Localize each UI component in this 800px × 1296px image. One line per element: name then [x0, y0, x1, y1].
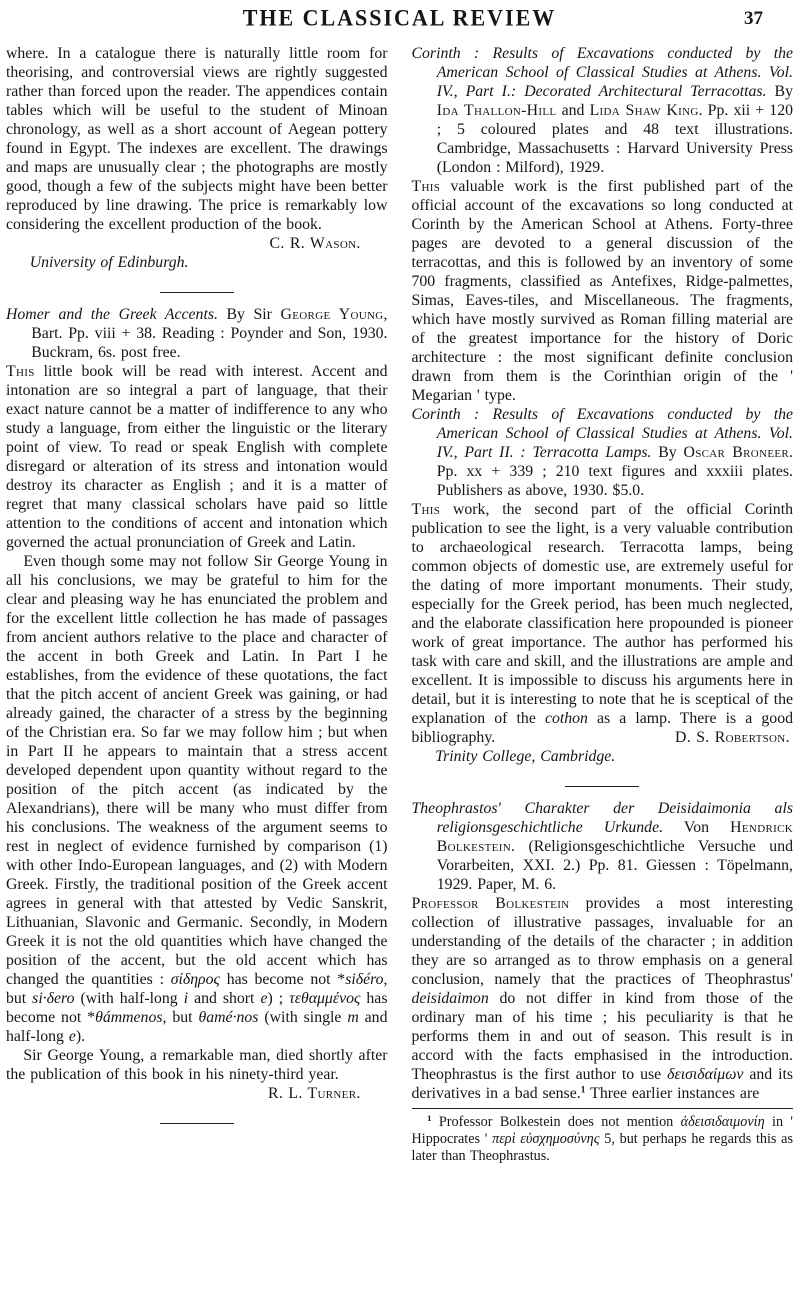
journal-running-title: THE CLASSICAL REVIEW [242, 4, 557, 31]
text-segment: R. L. Turner. [268, 1085, 361, 1102]
text-segment: Three earlier instances are [585, 1085, 760, 1102]
text-segment: in ' Hippocrates ' [411, 1114, 793, 1147]
page-header [6, 5, 793, 31]
left-column [6, 44, 388, 1165]
text-segment: σίδηρος [170, 971, 220, 988]
text-segment: Ida Thallon-Hill [436, 102, 557, 119]
text-segment: Corinth : Results of Excavations conducted by the American School of Classical Studies at Athens. Vol. IV., Part I.: Decorated Architectural Terracottas. [411, 45, 793, 100]
text-segment: , but [6, 971, 388, 1007]
corinth-part2-review-paragraph [412, 500, 794, 747]
text-segment: where. In a catalogue there is naturally little room for theorising, and controversial views are rightly suggested rather than forced upon the reader. The appendices contain tables which will be useful to the student of Minoan chronology, as well as a short account of Aegean pottery found in Egypt. The indexes are excellent. The drawings and maps are unusually clear ; the photographs are mostly good, though a few of the subjects might have been better reproduced by line drawing. The price is remarkably low considering the excellent production of the book. [6, 45, 388, 233]
reviewer-affiliation-robertson [412, 747, 794, 766]
text-segment: work, the second part of the official Corinth publication to see the light, is a very valuable contribution to archaeological research. Terracotta lamps, being common objects of domestic use, are extremely useful for the dating of more important monuments. Their study, especially for the Greek period, has been much neglected, and the elaborate classification here propounded is pioneer work of great importance. The author has performed his task with care and skill, and the illustrations are ample and excellent. It is impossible to discuss his arguments here in detail, but it is interesting to note that he is sceptical of the explanation of the [411, 501, 793, 727]
text-segment: 1 [580, 1084, 586, 1096]
text-segment: and short [188, 990, 261, 1007]
text-segment: i [183, 990, 189, 1007]
text-segment: and half-long [6, 1009, 388, 1045]
text-segment: (with single [258, 1009, 348, 1026]
text-segment: little book will be read with interest. Accent and intonation are so integral a part of language, that their exact nature cannot be a matter of indifference to any who study a language, from either the linguistic or the literary point of view. To read or speak English with complete disregard or alteration of its stress and intonation would destroy its character as English ; and it is a matter of regret that many classical scholars have paid so little attention to the conditions of accent and intonation which governed the actual pronunciation of Greek and Latin. [6, 363, 388, 551]
text-segment: has become not * [6, 990, 388, 1026]
page-number: 37 [744, 8, 763, 29]
divider-rule [565, 786, 639, 787]
text-segment: By [766, 83, 793, 100]
text-segment: θámmenos [95, 1009, 163, 1026]
section-divider [6, 289, 388, 293]
text-segment: , Bart. Pp. viii + 38. Reading : Poynder and Son, 1930. Buckram, 6s. post free. [31, 306, 388, 361]
text-segment: provides a most interesting collection of illustrative passages, invaluable for an understanding of the details of the character ; in addition they are so arranged as to throw emphasis on a general conclusion, namely that the practices of Theophrastus' [411, 895, 793, 988]
text-segment: Oscar Broneer [683, 444, 790, 461]
text-segment: m [347, 1009, 359, 1026]
text-segment: and its derivatives in a bad sense. [411, 1066, 794, 1102]
right-column [412, 44, 794, 1165]
text-segment: Homer and the Greek Accents. [6, 306, 218, 323]
two-column-text [6, 44, 793, 1165]
text-segment: δεισιδαίμων [667, 1066, 744, 1083]
section-divider [6, 1120, 388, 1124]
footnote-separator-rule [412, 1108, 794, 1109]
text-segment: D. S. Robertson. [675, 729, 790, 746]
footnote-text [412, 1114, 794, 1165]
text-segment: siδéro [345, 971, 384, 988]
review-continuation-paragraph [6, 44, 388, 234]
text-segment: cothon [544, 710, 588, 727]
book-heading-homer-accents [6, 305, 388, 362]
theophrastos-review-paragraph [412, 894, 794, 1103]
text-segment: Theophrastos' Charakter der Deisidaimonia als religionsgeschichtliche Urkunde. [411, 800, 793, 836]
text-segment: This [6, 363, 35, 380]
text-segment: , but [162, 1009, 199, 1026]
text-segment: 5, but perhaps he regards this as later than Theophrastus. [411, 1131, 794, 1164]
text-segment: valuable work is the first published part of the official account of the excavations so long conducted at Corinth by the American School at Athens. Forty-three pages are devoted to a general discussion of the terracottas, and this is followed by an inventory of some 700 fragments, classified as Antefixes, Ridge-palmettes, Simas, Eaves-tiles, and Miscellaneous. The fragments, which have mostly survived as Roman filling material are of the greatest importance for the history of Doric architecture : the most significant definite conclusion drawn from them is the Corinthian origin of the ' Megarian ' type. [411, 178, 793, 404]
text-segment: University of Edinburgh. [29, 254, 189, 271]
corinth-part1-review-paragraph [412, 177, 794, 405]
text-segment: Trinity College, Cambridge. [435, 748, 616, 765]
text-segment: By Sir [217, 306, 281, 323]
text-segment: Sir George Young, a remarkable man, died shortly after the publication of this book in his ninety-third year. [6, 1047, 388, 1083]
text-segment: (with half-long [74, 990, 184, 1007]
text-segment: Professor Bolkestein [411, 895, 570, 912]
text-segment: si·δero [32, 990, 75, 1007]
homer-review-paragraph-1 [6, 362, 388, 552]
text-segment: Corinth : Results of Excavations conducted by the American School of Classical Studies at Athens. Vol. IV., Part II. : Terracotta Lamps. [411, 406, 793, 461]
text-segment: Even though some may not follow Sir George Young in all his conclusions, we may be grateful to him for the clear and pleasing way he has enunciated the problem and for the excellent little collection he has made of passages from ancient authors relative to the place and character of the accent in both Greek and Latin. In Part I he establishes, from the evidence of these quotations, the fact that the pitch accent of ancient Greek was gaining, or had already gained, the character of a stress by the beginning of the Christian era. So far we may follow him ; but when in Part II he appears to maintain that a stress accent developed dependent upon quantity without regard to the position of the pitch accent (as indicated by the Alexandrians), there will be many who must differ from his conclusions. The weakness of the argument seems to rest in neglect of evidence furnished by comparison (1) with other Indo-European languages, and (2) with Modern Greek. Firstly, the traditional position of the Greek accent agrees in general with that attested by Vedic Sanskrit, Lithuanian, Slavonic and Germanic. Secondly, in Modern Greek it is not the old quantities which have changed the position of the accent, but the old accent which has changed the quantities : [6, 553, 388, 988]
reviewer-signature-turner [6, 1084, 388, 1103]
section-divider [412, 783, 794, 787]
reviewer-signature-wason [6, 234, 388, 253]
divider-rule [160, 1123, 234, 1124]
text-segment: ). [75, 1028, 86, 1045]
book-heading-corinth-part2 [412, 405, 794, 500]
text-segment: Lida Shaw King [589, 102, 699, 119]
text-segment: as a lamp. There is a good bibliography. [411, 710, 793, 746]
text-segment: This [411, 501, 441, 518]
reviewer-affiliation-wason [6, 253, 388, 272]
text-segment: do not differ in kind from those of the ordinary man of his time ; his peculiarity is that he performs them in and out of season. This result is in accord with the facts emphasised in the introduction. Theophrastus is the first author to use [411, 990, 793, 1083]
text-segment: τεθαμμένος [289, 990, 361, 1007]
text-segment: George Young [280, 306, 384, 323]
text-segment: θamé·nos [198, 1009, 259, 1026]
text-segment: Professor Bolkestein does not mention [431, 1114, 681, 1130]
divider-rule [160, 292, 234, 293]
text-segment: e [68, 1028, 76, 1045]
text-segment: e [260, 990, 268, 1007]
book-heading-theophrastos [412, 799, 794, 894]
homer-review-paragraph-3 [6, 1046, 388, 1084]
homer-review-paragraph-2 [6, 552, 388, 1046]
text-segment: has become not * [219, 971, 346, 988]
text-segment: This [411, 178, 441, 195]
text-segment: . Pp. xx + 339 ; 210 text figures and xxxiii plates. Publishers as above, 1930. $5.0. [436, 444, 793, 499]
book-heading-corinth-part1 [412, 44, 794, 177]
text-segment: ) ; [267, 990, 290, 1007]
text-segment: By [651, 444, 684, 461]
text-segment: and [556, 102, 590, 119]
text-segment: ἀδεισιδαιμονίη [680, 1114, 765, 1130]
text-segment: . (Religionsgeschichtliche Versuche und Vorarbeiten, XXI. 2.) Pp. 81. Giessen : Töpelmann, 1929. Paper, M. 6. [436, 838, 793, 893]
text-segment: deisidaimon [411, 990, 489, 1007]
text-segment: Hendrick Bolkestein [436, 819, 793, 855]
text-segment: 1 [427, 1113, 432, 1124]
text-segment: Von [663, 819, 731, 836]
text-segment: περὶ εὐσχημοσύνης [492, 1131, 600, 1147]
text-segment: C. R. Wason. [269, 235, 361, 252]
text-segment: . Pp. xii + 120 ; 5 coloured plates and 48 text illustrations. Cambridge, Massachusetts : Harvard University Press (London : Milford), 1929. [436, 102, 794, 176]
